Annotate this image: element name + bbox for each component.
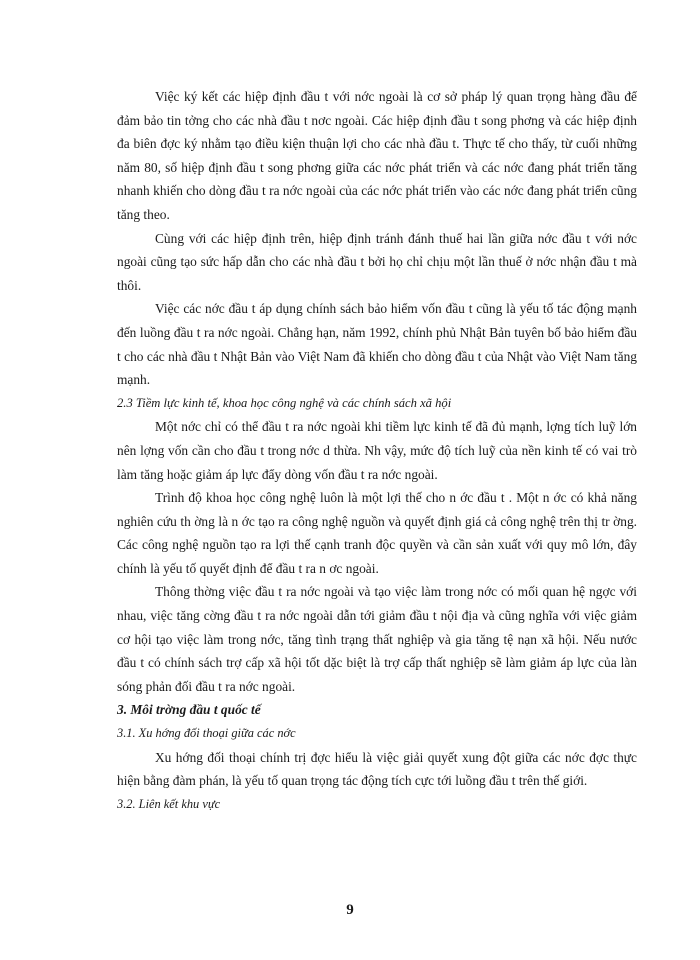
paragraph-political-dialogue: Xu hớng đối thoại chính trị đợc hiểu là việc giải quyết xung đột giữa các nớc đợc thực hiện bằng đàm phán, là yếu tố quan trọng tác động tích cực tới luồng đầu t trên thế giới.	[117, 749, 637, 789]
heading-3: 3. Môi trờng đầu t quốc tế	[117, 702, 261, 718]
paragraph-economic-potential: Một nớc chỉ có thể đầu t ra nớc ngoài khi tiềm lực kinh tế đã đủ mạnh, lợng tích luỹ lớn nên lợng vốn cần cho đầu t trong nớc d thừa. Nh vậy, mức độ tích luỹ của nền kinh tế có vai trò làm tăng hoặc giảm áp lực đẩy dòng vốn đầu t ra nớc ngoài.	[117, 419, 637, 482]
paragraph-double-taxation: Cùng với các hiệp định trên, hiệp định tránh đánh thuế hai lần giữa nớc đầu t với nớc ngoài cũng tạo sức hấp dẫn cho các nhà đầu t bởi họ chỉ chịu một lần thuế ở nớc nhận đầu t mà thôi.	[117, 230, 637, 293]
heading-3-2: 3.2. Liên kết khu vực	[117, 796, 221, 811]
document-body	[117, 85, 637, 816]
page-number: 9	[346, 902, 354, 918]
heading-2-3: 2.3 Tiềm lực kinh tế, khoa học công nghệ và các chính sách xã hội	[117, 395, 452, 410]
paragraph-employment-relation: Thông thờng việc đầu t ra nớc ngoài và tạo việc làm trong nớc có mối quan hệ ngợc với nhau, việc tăng cờng đầu t ra nớc ngoài dẫn tới giảm đầu t nội địa và cũng nghĩa với việc giảm cơ hội tạo việc làm trong nớc, tăng tình trạng thất nghiệp và gia tăng tệ nạn xã hội. Nếu nước đầu t có chính sách trợ cấp xã hội tốt dặc biệt là trợ cấp thất nghiệp sẽ làm giảm áp lực của làn sóng phản đối đầu t ra nớc ngoài.	[117, 584, 637, 694]
heading-3-1: 3.1. Xu hớng đối thoại giữa các nớc	[117, 726, 296, 741]
paragraph-technology-level: Trình độ khoa học công nghệ luôn là một lợi thế cho n ớc đầu t . Một n ớc có khả năng nghiên cứu th ờng là n ớc tạo ra công nghệ nguồn và quyết định giá cả công nghệ trên thị tr ờng. Các công nghệ nguồn tạo ra lợi thế cạnh tranh độc quyền và cần sản xuất với quy mô lớn, đây chính là yếu tố quyết định để đầu t ra n ơc ngoài.	[117, 490, 637, 576]
paragraph-investment-treaties: Việc ký kết các hiệp định đầu t với nớc ngoài là cơ sở pháp lý quan trọng hàng đầu để đảm bảo tin tởng cho các nhà đầu t nơc ngoài. Các hiệp định đầu t song phơng và các hiệp định đa biên đợc ký nhằm tạo điều kiện thuận lợi cho các nhà đầu t. Thực tế cho thấy, từ cuối những năm 80, số hiệp định đầu t song phơng giữa các nớc phát triển và các nớc đang phát triển tăng nhanh khiến cho dòng đầu t ra nớc ngoài của các nớc phát triển vào các nớc đang phát triển cũng tăng theo.	[117, 89, 637, 222]
paragraph-investment-insurance: Việc các nớc đầu t áp dụng chính sách bảo hiểm vốn đầu t cũng là yếu tố tác động mạnh đến luồng đầu t ra nớc ngoài. Chẳng hạn, năm 1992, chính phủ Nhật Bản tuyên bố bảo hiểm đầu t cho các nhà đầu t Nhật Bản vào Việt Nam đã khiến cho dòng đầu t của Nhật vào Việt Nam tăng mạnh.	[117, 301, 637, 388]
